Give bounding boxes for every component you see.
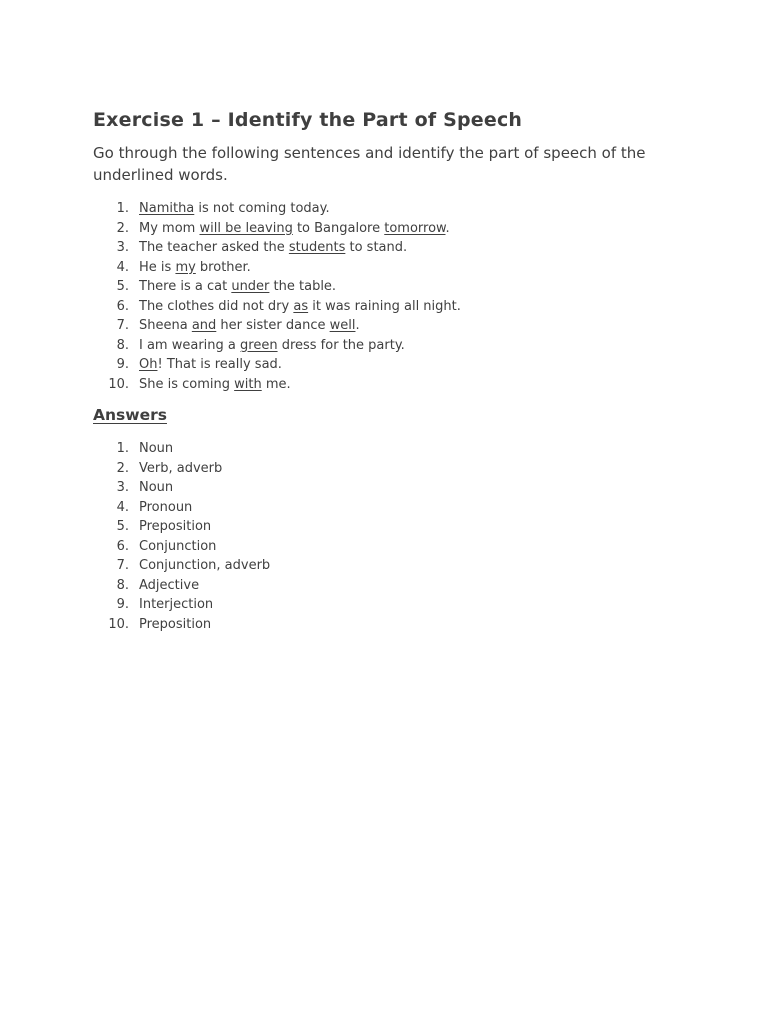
question-list xyxy=(93,199,693,394)
underlined-word: and xyxy=(191,318,217,333)
question-number: 2. xyxy=(116,220,129,236)
sentence-text: . xyxy=(355,318,360,333)
answer-number: 8. xyxy=(116,577,129,593)
question-number: 4. xyxy=(116,259,129,275)
sentence-text: The clothes did not dry xyxy=(139,298,294,314)
answer-text: Preposition xyxy=(139,616,212,632)
answer-item xyxy=(93,615,693,635)
question-number: 10. xyxy=(108,376,129,392)
answer-text: Interjection xyxy=(139,597,214,612)
answer-item xyxy=(93,517,693,537)
answer-text: Verb, adverb xyxy=(139,460,223,476)
sentence-text: I am wearing a xyxy=(139,337,241,353)
question-item xyxy=(93,355,693,375)
sentence-text: ! That is really sad. xyxy=(157,357,282,372)
underlined-word: as xyxy=(293,298,309,314)
answer-number: 7. xyxy=(116,558,129,573)
question-item xyxy=(93,297,693,317)
question-number: 3. xyxy=(116,240,129,255)
exercise-instructions: Go through the following sentences and identify the part of speech of the underlined words. xyxy=(93,144,646,184)
answer-item xyxy=(93,537,693,557)
question-number: 9. xyxy=(116,357,129,372)
sentence-text: her sister dance xyxy=(216,318,330,333)
sentence-text: brother. xyxy=(195,259,251,275)
answer-number: 1. xyxy=(116,441,129,456)
question-item xyxy=(93,199,693,219)
document-page xyxy=(93,108,693,634)
underlined-word: with xyxy=(234,376,262,392)
sentence-text: to Bangalore xyxy=(292,220,385,236)
underlined-word: my xyxy=(175,259,196,275)
question-item xyxy=(93,375,693,395)
underlined-word: under xyxy=(231,279,270,294)
question-item xyxy=(93,277,693,297)
sentence-text: to stand. xyxy=(345,240,408,255)
answer-item xyxy=(93,439,693,459)
sentence-text: . xyxy=(445,220,450,236)
question-item xyxy=(93,336,693,356)
question-number: 1. xyxy=(116,201,129,216)
answers-heading: Answers xyxy=(93,406,167,424)
answer-text: Noun xyxy=(139,441,174,456)
underlined-word: Namitha xyxy=(139,201,195,216)
answer-text: Conjunction xyxy=(139,538,217,554)
answer-item xyxy=(93,576,693,596)
answer-list xyxy=(93,439,693,634)
answer-text: Adjective xyxy=(139,577,200,593)
answer-number: 9. xyxy=(116,597,129,612)
answer-item xyxy=(93,498,693,518)
sentence-text: There is a cat xyxy=(139,279,232,294)
answer-item xyxy=(93,459,693,479)
sentence-text: dress for the party. xyxy=(277,337,405,353)
exercise-title: Exercise 1 – Identify the Part of Speech xyxy=(93,109,523,131)
answer-text: Preposition xyxy=(139,519,212,534)
sentence-text: it was raining all night. xyxy=(308,298,461,314)
sentence-text: the table. xyxy=(269,279,337,294)
question-number: 6. xyxy=(116,298,129,314)
sentence-text: My mom xyxy=(139,220,200,236)
question-item xyxy=(93,316,693,336)
answer-text: Conjunction, adverb xyxy=(139,558,271,573)
answer-number: 3. xyxy=(116,480,129,495)
answer-number: 5. xyxy=(116,519,129,534)
answer-text: Pronoun xyxy=(139,499,193,515)
underlined-word: students xyxy=(288,240,346,255)
answer-item xyxy=(93,595,693,615)
underlined-word: Oh xyxy=(139,357,158,372)
question-item xyxy=(93,238,693,258)
underlined-word: well xyxy=(329,318,356,333)
sentence-text: She is coming xyxy=(139,376,235,392)
underlined-word: green xyxy=(240,337,278,353)
sentence-text: me. xyxy=(261,376,291,392)
answer-number: 2. xyxy=(116,460,129,476)
answer-number: 10. xyxy=(108,616,129,632)
underlined-word: will be leaving xyxy=(199,220,293,236)
question-number: 5. xyxy=(116,279,129,294)
answer-number: 4. xyxy=(116,499,129,515)
answer-item xyxy=(93,556,693,576)
answer-text: Noun xyxy=(139,480,174,495)
question-number: 8. xyxy=(116,337,129,353)
answer-number: 6. xyxy=(116,538,129,554)
question-item xyxy=(93,219,693,239)
sentence-text: He is xyxy=(139,259,176,275)
sentence-text: Sheena xyxy=(139,318,192,333)
underlined-word: tomorrow xyxy=(384,220,446,236)
sentence-text: The teacher asked the xyxy=(139,240,289,255)
question-number: 7. xyxy=(116,318,129,333)
answer-item xyxy=(93,478,693,498)
question-item xyxy=(93,258,693,278)
sentence-text: is not coming today. xyxy=(194,201,330,216)
